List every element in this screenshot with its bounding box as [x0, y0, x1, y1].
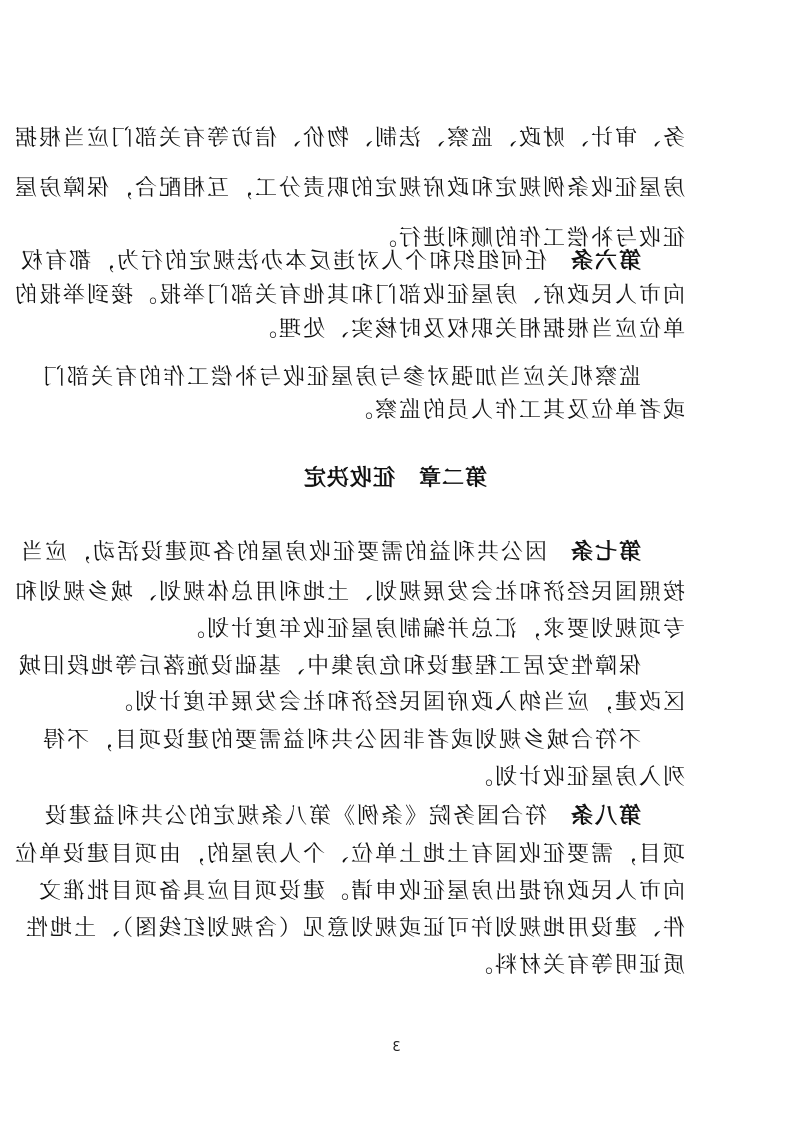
text-line: 件、建设用地规划许可证或规划意见（含规划红线图）、土地性	[23, 916, 685, 941]
chapter-heading: 第二章 征收决定	[303, 466, 488, 491]
text-line: 务、审计、财政、监察、法制、物价、信访等有关部门应当根据	[12, 126, 685, 151]
text-line: 监察机关应当加强对参与房屋征收与补偿工作的有关部门	[40, 365, 641, 390]
article-7-line-1: 第七条因公共利益的需要征收房屋的各项建设活动，应当	[18, 540, 641, 565]
text-line: 不符合城乡规划或者非因公共利益需要的建设项目，不得	[40, 728, 641, 753]
text-line: 按照国民经济和社会发展规划、土地利用总体规划、城乡规划和	[12, 580, 685, 605]
article-8-label: 第八条	[568, 804, 641, 829]
text-line: 或者单位及其工作人员的监察。	[348, 398, 685, 423]
article-6-line-1: 第六条任何组织和个人对违反本办法规定的行为，都有权	[18, 249, 641, 274]
text-line: 单位应当根据相关职权及时核实、处理。	[252, 317, 685, 342]
text-line: 项目，需要征收国有土地上单位、个人房屋的，由项目建设单位	[12, 842, 685, 867]
text-line: 列入房屋征收计划。	[468, 765, 685, 790]
page-number: 3	[392, 1040, 401, 1055]
text-line: 征收与补偿工作的顺利进行。	[372, 226, 685, 251]
text-line: 房屋征收条例规定和政府规定的职责分工，互相配合，保障房屋	[12, 176, 685, 201]
text-line: 专项规划要求，汇总并编制房屋征收年度计划。	[180, 617, 685, 642]
text-line: 区改建，应当纳入政府国民经济和社会发展年度计划。	[108, 690, 685, 715]
text-line: 保障性安居工程建设和危房集中、基础设施落后等地段旧城	[16, 654, 641, 679]
text-line: 质证明等有关材料。	[468, 953, 685, 978]
article-7-label: 第七条	[568, 540, 641, 565]
text-line: 向市人民政府、房屋征收部门和其他有关部门举报。接到举报的	[12, 283, 685, 308]
article-8-line-1: 第八条符合国务院《条例》第八条规定的公共利益建设	[42, 804, 641, 829]
article-6-label: 第六条	[568, 249, 641, 274]
text-line: 向市人民政府提出房屋征收申请。建设项目应具备项目批准文	[36, 879, 685, 904]
